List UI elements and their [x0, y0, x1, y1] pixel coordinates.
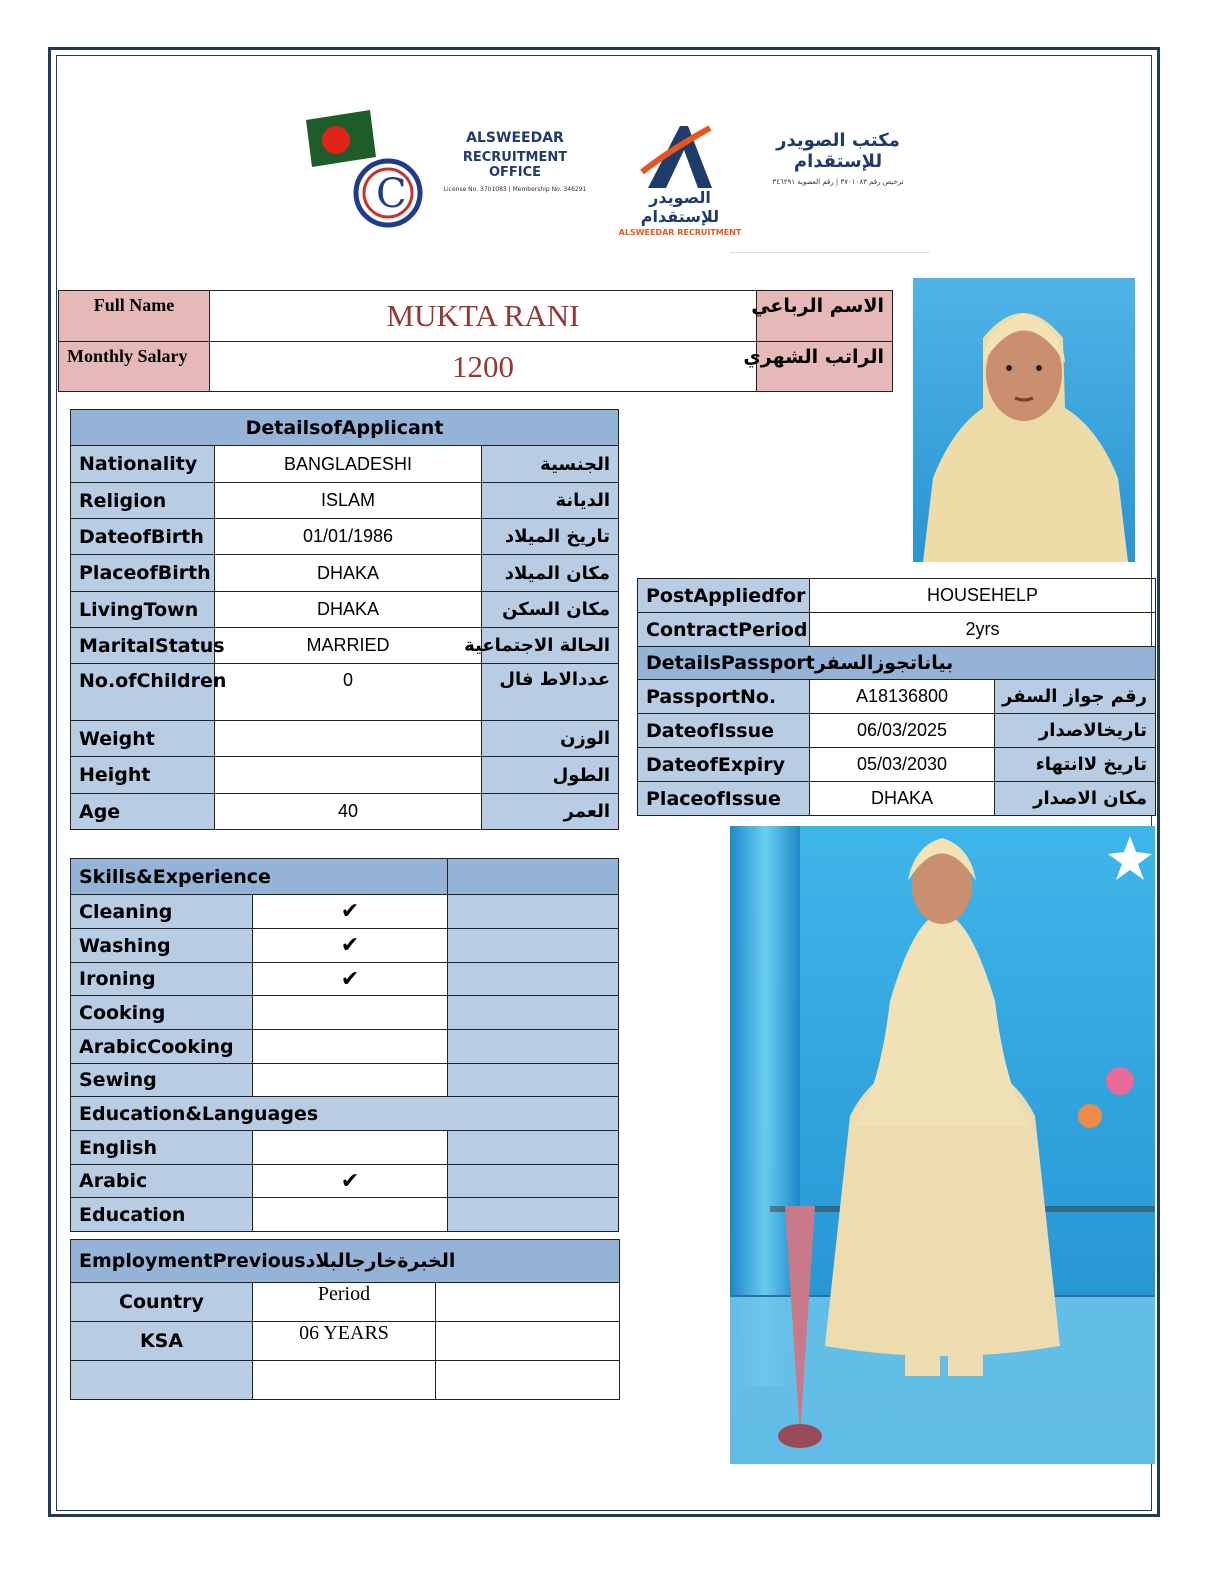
employment-extra-header: [436, 1283, 620, 1322]
skill-check: [253, 1064, 448, 1097]
row-value: 06/03/2025: [810, 714, 995, 748]
row-value: 01/01/1986: [215, 519, 482, 555]
bangladesh-flag-icon: [298, 105, 428, 230]
table-row: [71, 794, 619, 830]
logo-right-sub-ar: ترخيص رقم ٣٧٠١٠٨٣ | رقم العضوية ٣٤٦٢٩١: [772, 178, 904, 186]
skill-extra: [448, 963, 619, 996]
full-body-photo: [730, 826, 1155, 1464]
full-name-value: MUKTA RANI: [210, 291, 757, 342]
full-name-label: Full Name: [59, 291, 210, 342]
table-row: [71, 757, 619, 794]
logo-center-ar: الصويدر للإستقدام: [640, 188, 720, 226]
contract-label: ContractPeriod: [638, 613, 810, 647]
period-header: Period: [253, 1283, 436, 1322]
edu-extra: [448, 1198, 619, 1232]
salary-ar: الراتب الشهري: [757, 342, 893, 392]
table-row: [71, 1165, 619, 1198]
education-title: Education&Languages: [71, 1097, 619, 1131]
skill-check: ✔: [253, 963, 448, 996]
table-row: [71, 483, 619, 519]
logo-divider: [730, 252, 930, 253]
skills-title: Skills&Experience: [71, 859, 448, 895]
edu-label: English: [71, 1131, 253, 1165]
skill-extra: [448, 996, 619, 1030]
table-row: [71, 963, 619, 996]
row-value: DHAKA: [810, 782, 995, 816]
row-value: A18136800: [810, 680, 995, 714]
table-row: [638, 748, 1156, 782]
salary-label: Monthly Salary: [59, 342, 210, 392]
edu-check: ✔: [253, 1165, 448, 1198]
row-value: [215, 721, 482, 757]
employment-title: EmploymentPreviousالخبرةخارجالبلاد: [71, 1240, 620, 1283]
row-label: LivingTown: [71, 592, 215, 628]
skills-table: [70, 858, 619, 1232]
row-label: MaritalStatus: [71, 628, 215, 664]
table-row: [71, 1198, 619, 1232]
row-label: Nationality: [71, 446, 215, 483]
skill-label: Sewing: [71, 1064, 253, 1097]
edu-extra: [448, 1131, 619, 1165]
row-value: DHAKA: [215, 592, 482, 628]
skill-check: [253, 996, 448, 1030]
row-ar: رقم جواز السفر: [995, 680, 1156, 714]
table-row: [71, 1030, 619, 1064]
row-ar: تاريخ لاانتهاء: [995, 748, 1156, 782]
post-value: HOUSEHELP: [810, 579, 1156, 613]
contract-value: 2yrs: [810, 613, 1156, 647]
row-label: PlaceofIssue: [638, 782, 810, 816]
row-value: ISLAM: [215, 483, 482, 519]
employment-table: [70, 1239, 620, 1400]
row-value: MARRIED: [215, 628, 482, 664]
row-label: Age: [71, 794, 215, 830]
row-ar: مكان السكن: [482, 592, 619, 628]
skill-check: ✔: [253, 929, 448, 963]
passport-title: DetailsPassportبياناتجوزالسفر: [638, 647, 1156, 680]
country-header: Country: [71, 1283, 253, 1322]
post-passport-table: [637, 578, 1156, 816]
edu-check: [253, 1198, 448, 1232]
table-row: [71, 664, 619, 721]
table-row: [71, 446, 619, 483]
skill-extra: [448, 1064, 619, 1097]
row-label: PlaceofBirth: [71, 555, 215, 592]
a-letter-logo-icon: [640, 120, 720, 192]
salary-value: 1200: [210, 342, 757, 392]
skill-check: ✔: [253, 895, 448, 929]
table-row: [71, 555, 619, 592]
row-value: [215, 757, 482, 794]
edu-label: Education: [71, 1198, 253, 1232]
skill-label: Cooking: [71, 996, 253, 1030]
employment-country-empty: [71, 1361, 253, 1400]
row-ar: مكان الميلاد: [482, 555, 619, 592]
row-value: 40: [215, 794, 482, 830]
edu-extra: [448, 1165, 619, 1198]
row-ar: الجنسية: [482, 446, 619, 483]
row-value: 05/03/2030: [810, 748, 995, 782]
row-label: DateofIssue: [638, 714, 810, 748]
skill-check: [253, 1030, 448, 1064]
row-value: BANGLADESHI: [215, 446, 482, 483]
applicant-title: DetailsofApplicant: [71, 410, 619, 446]
skill-label: Ironing: [71, 963, 253, 996]
skill-label: ArabicCooking: [71, 1030, 253, 1064]
applicant-details-table: [70, 409, 619, 830]
table-row: [638, 680, 1156, 714]
edu-label: Arabic: [71, 1165, 253, 1198]
table-row: [71, 1131, 619, 1165]
employment-period: 06 YEARS: [253, 1322, 436, 1361]
skill-extra: [448, 1030, 619, 1064]
name-salary-table: [58, 290, 893, 392]
table-row: [71, 1322, 620, 1361]
skill-label: Cleaning: [71, 895, 253, 929]
center-logo-text: [612, 188, 748, 237]
table-row: [71, 996, 619, 1030]
table-row: [71, 628, 619, 664]
full-name-ar: الاسم الرباعي: [757, 291, 893, 342]
row-ar: الديانة: [482, 483, 619, 519]
row-ar: عددالاط فال: [482, 664, 619, 721]
edu-check: [253, 1131, 448, 1165]
skill-extra: [448, 895, 619, 929]
post-label: PostAppliedfor: [638, 579, 810, 613]
employment-country: KSA: [71, 1322, 253, 1361]
table-row: [71, 592, 619, 628]
logo-center-en: ALSWEEDAR RECRUITMENT: [618, 228, 742, 237]
row-label: No.ofChildren: [71, 664, 215, 721]
table-row: [71, 895, 619, 929]
logo-right-ar: مكتب الصويدر للإستقدام: [776, 130, 900, 172]
row-ar: تاريخ الميلاد: [482, 519, 619, 555]
table-row: [638, 782, 1156, 816]
row-label: Weight: [71, 721, 215, 757]
row-label: Height: [71, 757, 215, 794]
skill-label: Washing: [71, 929, 253, 963]
svg-text:C: C: [376, 171, 407, 217]
alsweedar-en-logo: [440, 130, 590, 193]
skills-title-blank: [448, 859, 619, 895]
table-row: [71, 929, 619, 963]
row-ar: تاريخالاصدار: [995, 714, 1156, 748]
row-value: DHAKA: [215, 555, 482, 592]
logo-en-line1: ALSWEEDAR: [466, 130, 564, 146]
row-ar: العمر: [482, 794, 619, 830]
table-row: [71, 721, 619, 757]
table-row: [71, 1361, 620, 1400]
row-label: DateofExpiry: [638, 748, 810, 782]
table-row: [638, 714, 1156, 748]
row-value: 0: [215, 664, 482, 721]
table-row: [71, 519, 619, 555]
logo-en-line2: RECRUITMENT OFFICE: [462, 150, 568, 180]
portrait-photo: [913, 278, 1135, 562]
row-label: PassportNo.: [638, 680, 810, 714]
employment-extra-empty: [436, 1361, 620, 1400]
row-ar: مكان الاصدار: [995, 782, 1156, 816]
row-label: DateofBirth: [71, 519, 215, 555]
row-ar: الطول: [482, 757, 619, 794]
employment-extra: [436, 1322, 620, 1361]
row-ar: الوزن: [482, 721, 619, 757]
employment-period-empty: [253, 1361, 436, 1400]
right-logo-text: [748, 130, 928, 186]
skill-extra: [448, 929, 619, 963]
table-row: [71, 1064, 619, 1097]
logo-en-license: License No. 3701083 | Membership No. 346291: [443, 186, 587, 193]
row-ar: الحالة الاجتماعية: [482, 628, 619, 664]
row-label: Religion: [71, 483, 215, 519]
